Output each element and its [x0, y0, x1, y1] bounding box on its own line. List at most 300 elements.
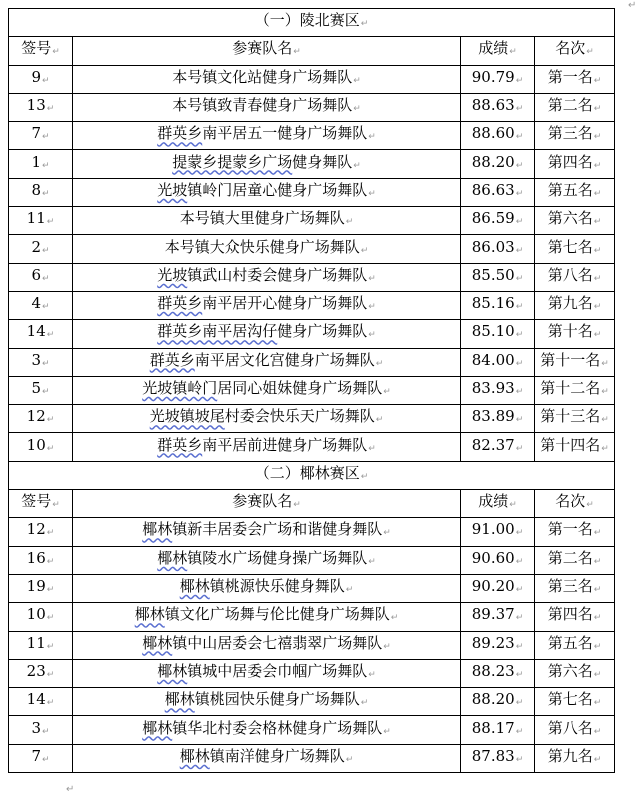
team-name-underlined: 椰林 [164, 690, 195, 709]
team-name: 镇岭门居童心健身广场舞队 [187, 180, 368, 199]
cell-number [9, 405, 73, 433]
paragraph-mark-icon: ↵ [515, 245, 524, 256]
table-row [9, 433, 615, 461]
paragraph-mark-icon: ↵ [593, 585, 602, 596]
score-value: 91.00 [471, 520, 515, 539]
score-value: 87.83 [471, 746, 515, 765]
cell-rank [535, 235, 615, 263]
team-name: 镇桃园快乐健身广场舞队 [194, 690, 360, 709]
cell-rank [535, 518, 615, 546]
paragraph-mark-icon: ↵ [293, 500, 301, 511]
paragraph-mark-icon: ↵ [515, 669, 524, 680]
header-rank-label: 名次 [555, 492, 586, 511]
score-value: 83.89 [471, 407, 515, 426]
score-value: 88.20 [471, 690, 515, 709]
header-team [73, 490, 461, 518]
header-num [9, 490, 73, 518]
cell-rank [535, 348, 615, 376]
score-value: 82.37 [471, 435, 515, 454]
paragraph-mark-icon: ↵ [515, 387, 524, 397]
paragraph-mark-icon: ↵ [42, 387, 50, 397]
draw-number: 10 [26, 435, 46, 454]
cell-rank [535, 207, 615, 235]
cell-number [9, 716, 73, 744]
team-name: 本号镇文化站健身广场舞队 [172, 67, 353, 86]
team-name: 南平居文化宫健身广场舞队 [194, 350, 375, 369]
paragraph-mark-icon: ↵ [593, 641, 602, 652]
team-name-underlined: 光坡镇岭门 [142, 379, 218, 397]
section-title-row [9, 461, 615, 489]
draw-number: 9 [31, 67, 41, 86]
paragraph-mark-icon: ↵ [46, 528, 55, 539]
team-name: 本号镇大众快乐健身广场舞队 [164, 237, 360, 256]
cell-rank [535, 405, 615, 433]
cell-score [461, 122, 535, 150]
team-name-underlined: 椰林 [179, 577, 210, 596]
cell-number [9, 603, 73, 631]
paragraph-mark-icon: ↵ [515, 104, 524, 115]
team-name: 村委会快乐天广场舞队 [224, 407, 375, 426]
paragraph-mark-icon: ↵ [42, 273, 50, 284]
team-name-underlined: 群英乡 [157, 435, 203, 454]
paragraph-mark-icon: ↵ [593, 556, 602, 567]
section-title [9, 9, 615, 37]
team-name: 健身舞队 [292, 152, 353, 171]
paragraph-mark-icon: ↵ [593, 698, 602, 709]
paragraph-mark-icon: ↵ [628, 0, 636, 11]
paragraph-mark-icon: ↵ [46, 613, 55, 624]
score-value: 90.20 [471, 577, 515, 596]
team-name: 镇陵水广场健身操广场舞队 [187, 548, 368, 567]
header-score-label: 成绩 [478, 492, 509, 511]
cell-score [461, 376, 535, 404]
team-name-underlined: 群英乡 [157, 294, 203, 313]
cell-number [9, 433, 73, 461]
paragraph-mark-icon: ↵ [601, 387, 609, 397]
team-name: 镇华北村委会格林健身广场舞队 [172, 718, 383, 737]
cell-number [9, 291, 73, 319]
cell-score [461, 178, 535, 206]
header-rank [535, 37, 615, 65]
paragraph-mark-icon: ↵ [368, 132, 376, 143]
paragraph-mark-icon: ↵ [593, 613, 602, 624]
table-row [9, 263, 615, 291]
paragraph-mark-icon: ↵ [593, 330, 602, 341]
paragraph-mark-icon: ↵ [360, 19, 369, 30]
cell-score [461, 235, 535, 263]
cell-team-name [73, 433, 461, 461]
cell-score [461, 603, 535, 631]
paragraph-mark-icon: ↵ [345, 217, 354, 228]
paragraph-mark-icon: ↵ [42, 75, 50, 86]
cell-number [9, 93, 73, 121]
rank-value: 第一名 [547, 67, 593, 86]
paragraph-mark-icon: ↵ [46, 217, 55, 228]
paragraph-mark-icon: ↵ [593, 160, 602, 171]
cell-rank [535, 178, 615, 206]
cell-score [461, 263, 535, 291]
paragraph-mark-icon: ↵ [593, 273, 602, 284]
cell-rank [535, 688, 615, 716]
paragraph-mark-icon: ↵ [368, 669, 376, 680]
table-row [9, 546, 615, 574]
paragraph-mark-icon: ↵ [360, 245, 369, 256]
paragraph-mark-icon: ↵ [586, 47, 594, 58]
score-value: 86.03 [471, 237, 515, 256]
rank-value: 第九名 [547, 294, 593, 313]
paragraph-mark-icon: ↵ [515, 330, 524, 341]
paragraph-mark-icon: ↵ [42, 754, 50, 765]
paragraph-mark-icon: ↵ [515, 754, 524, 765]
paragraph-mark-icon: ↵ [586, 500, 594, 511]
score-value: 88.60 [471, 124, 515, 143]
cell-score [461, 207, 535, 235]
cell-rank [535, 122, 615, 150]
table-header-row [9, 37, 615, 65]
team-name: 镇桃源快乐健身舞队 [209, 577, 345, 596]
cell-number [9, 688, 73, 716]
table-row [9, 744, 615, 772]
paragraph-mark-icon: ↵ [515, 273, 524, 284]
cell-team-name [73, 235, 461, 263]
cell-rank [535, 603, 615, 631]
paragraph-mark-icon: ↵ [360, 471, 369, 482]
cell-score [461, 93, 535, 121]
team-name-underlined: 群英乡 [157, 124, 203, 143]
draw-number: 3 [31, 350, 41, 369]
paragraph-mark-icon: ↵ [42, 302, 50, 313]
draw-number: 14 [26, 322, 46, 341]
paragraph-mark-icon: ↵ [515, 75, 524, 86]
header-score [461, 37, 535, 65]
paragraph-mark-icon: ↵ [368, 556, 376, 567]
cell-score [461, 744, 535, 772]
cell-rank [535, 744, 615, 772]
cell-team-name [73, 93, 461, 121]
paragraph-mark-icon: ↵ [515, 188, 524, 199]
paragraph-mark-icon: ↵ [345, 585, 354, 596]
cell-score [461, 405, 535, 433]
rank-value: 第八名 [547, 265, 593, 284]
team-name: 镇中山居委会七禧翡翠广场舞队 [172, 633, 383, 652]
section-title-text: （二）椰林赛区 [254, 463, 360, 482]
paragraph-mark-icon: ↵ [601, 443, 609, 454]
cell-number [9, 263, 73, 291]
cell-number [9, 376, 73, 404]
paragraph-mark-icon: ↵ [383, 641, 391, 652]
draw-number: 16 [26, 548, 46, 567]
paragraph-mark-icon: ↵ [509, 500, 517, 511]
cell-number [9, 65, 73, 93]
rank-value: 第二名 [547, 96, 593, 115]
team-name: 南平居五一健身广场舞队 [202, 124, 368, 143]
paragraph-mark-icon: ↵ [383, 528, 391, 539]
paragraph-mark-icon: ↵ [515, 556, 524, 567]
paragraph-mark-icon: ↵ [593, 188, 602, 199]
table-row [9, 659, 615, 687]
paragraph-mark-icon: ↵ [42, 358, 50, 369]
cell-number [9, 631, 73, 659]
paragraph-mark-icon: ↵ [46, 641, 55, 652]
paragraph-mark-icon: ↵ [383, 726, 391, 737]
header-num-label: 签号 [21, 492, 52, 511]
score-value: 85.50 [471, 265, 515, 284]
draw-number: 6 [31, 265, 41, 284]
cell-team-name [73, 376, 461, 404]
cell-number [9, 178, 73, 206]
section-title [9, 461, 615, 489]
table-row [9, 716, 615, 744]
paragraph-mark-icon: ↵ [293, 47, 301, 58]
cell-score [461, 291, 535, 319]
paragraph-mark-icon: ↵ [345, 754, 354, 765]
table-row [9, 291, 615, 319]
table-row [9, 65, 615, 93]
rank-value: 第八名 [547, 718, 593, 737]
draw-number: 8 [31, 180, 41, 199]
score-value: 85.16 [471, 294, 515, 313]
paragraph-mark-icon: ↵ [42, 160, 50, 171]
paragraph-mark-icon: ↵ [515, 726, 524, 737]
score-value: 88.17 [471, 718, 515, 737]
rank-value: 第十二名 [540, 379, 601, 397]
team-name-underlined: 群英乡南平居沟仔 [157, 322, 278, 341]
cell-team-name [73, 744, 461, 772]
cell-team-name [73, 65, 461, 93]
paragraph-mark-icon: ↵ [353, 75, 361, 86]
paragraph-mark-icon: ↵ [368, 330, 376, 341]
paragraph-mark-icon: ↵ [360, 698, 369, 709]
team-name: 镇新丰居委会广场和谐健身舞队 [172, 520, 383, 539]
cell-score [461, 150, 535, 178]
paragraph-mark-icon: ↵ [515, 613, 524, 624]
paragraph-mark-icon: ↵ [515, 698, 524, 709]
paragraph-mark-icon: ↵ [593, 104, 602, 115]
paragraph-mark-icon: ↵ [46, 415, 55, 426]
table-row [9, 320, 615, 348]
paragraph-mark-icon: ↵ [368, 188, 376, 199]
team-name: 南平居开心健身广场舞队 [202, 294, 368, 313]
cell-score [461, 546, 535, 574]
paragraph-mark-icon: ↵ [46, 443, 55, 454]
rank-value: 第九名 [547, 746, 593, 765]
team-name-underlined: 光坡 [157, 265, 188, 284]
table-row [9, 207, 615, 235]
cell-team-name [73, 178, 461, 206]
rank-value: 第十四名 [540, 435, 601, 454]
cell-score [461, 518, 535, 546]
table-row [9, 631, 615, 659]
cell-rank [535, 631, 615, 659]
cell-score [461, 320, 535, 348]
paragraph-mark-icon: ↵ [46, 698, 55, 709]
table-row [9, 150, 615, 178]
rank-value: 第十名 [547, 322, 593, 341]
paragraph-mark-icon: ↵ [46, 330, 55, 341]
draw-number: 4 [31, 294, 41, 313]
score-value: 88.20 [471, 152, 515, 171]
paragraph-mark-icon: ↵ [42, 726, 50, 737]
cell-number [9, 122, 73, 150]
paragraph-mark-icon: ↵ [593, 669, 602, 680]
table-row [9, 376, 615, 404]
cell-score [461, 716, 535, 744]
draw-number: 7 [31, 746, 41, 765]
paragraph-mark-icon: ↵ [593, 217, 602, 228]
cell-rank [535, 376, 615, 404]
cell-rank [535, 716, 615, 744]
table-row [9, 518, 615, 546]
team-name-underlined: 椰林 [157, 548, 188, 567]
draw-number: 11 [26, 209, 46, 228]
team-name-underlined: 椰林 [134, 605, 165, 624]
cell-team-name [73, 659, 461, 687]
cell-team-name [73, 122, 461, 150]
paragraph-mark-icon: ↵ [593, 245, 602, 256]
paragraph-mark-icon: ↵ [375, 358, 384, 369]
cell-team-name [73, 291, 461, 319]
rank-value: 第六名 [547, 209, 593, 228]
cell-team-name [73, 150, 461, 178]
draw-number: 13 [26, 96, 46, 115]
score-value: 84.00 [471, 350, 515, 369]
team-name: 镇南洋健身广场舞队 [209, 746, 345, 765]
cell-score [461, 631, 535, 659]
cell-team-name [73, 263, 461, 291]
paragraph-mark-icon: ↵ [52, 47, 60, 58]
team-name: 镇城中居委会巾帼广场舞队 [187, 661, 368, 680]
header-team-label: 参赛队名 [232, 39, 293, 58]
draw-number: 12 [26, 520, 46, 539]
score-value: 88.23 [471, 661, 515, 680]
paragraph-mark-icon: ↵ [368, 443, 376, 454]
team-name: 健身广场舞队 [277, 322, 368, 341]
results-table [8, 8, 615, 773]
table-row [9, 235, 615, 263]
paragraph-mark-icon: ↵ [368, 273, 376, 284]
cell-rank [535, 291, 615, 319]
team-name-underlined: 椰林 [179, 746, 210, 765]
team-name-underlined: 提蒙乡提蒙乡广场 [172, 152, 293, 171]
cell-rank [535, 93, 615, 121]
section-title-row [9, 9, 615, 37]
cell-score [461, 433, 535, 461]
header-team-label: 参赛队名 [232, 492, 293, 511]
paragraph-mark-icon: ↵ [593, 726, 602, 737]
rank-value: 第三名 [547, 124, 593, 143]
paragraph-mark-icon: ↵ [601, 358, 609, 369]
rank-value: 第六名 [547, 661, 593, 680]
cell-rank [535, 433, 615, 461]
cell-team-name [73, 688, 461, 716]
cell-number [9, 518, 73, 546]
draw-number: 19 [26, 577, 46, 596]
cell-rank [535, 150, 615, 178]
draw-number: 5 [31, 379, 41, 397]
draw-number: 2 [31, 237, 41, 256]
cell-number [9, 320, 73, 348]
paragraph-mark-icon: ↵ [601, 415, 609, 426]
paragraph-mark-icon: ↵ [515, 528, 524, 539]
cell-rank [535, 65, 615, 93]
cell-team-name [73, 631, 461, 659]
rank-value: 第四名 [547, 152, 593, 171]
team-name-underlined: 椰林 [142, 520, 173, 539]
paragraph-mark-icon: ↵ [375, 415, 384, 426]
cell-number [9, 744, 73, 772]
score-value: 89.23 [471, 633, 515, 652]
header-num [9, 37, 73, 65]
team-name-underlined: 椰林 [157, 661, 188, 680]
cell-score [461, 688, 535, 716]
paragraph-mark-icon: ↵ [515, 217, 524, 228]
score-value: 89.37 [471, 605, 515, 624]
team-name: 镇武山村委会健身广场舞队 [187, 265, 368, 284]
rank-value: 第五名 [547, 180, 593, 199]
paragraph-mark-icon: ↵ [593, 754, 602, 765]
draw-number: 7 [31, 124, 41, 143]
cell-score [461, 659, 535, 687]
score-value: 86.63 [471, 180, 515, 199]
score-value: 86.59 [471, 209, 515, 228]
cell-number [9, 235, 73, 263]
rank-value: 第二名 [547, 548, 593, 567]
header-score-label: 成绩 [478, 39, 509, 58]
paragraph-mark-icon: ↵ [515, 358, 524, 369]
draw-number: 14 [26, 690, 46, 709]
table-row [9, 574, 615, 602]
team-name-underlined: 光坡镇坡尾 [149, 407, 225, 426]
draw-number: 23 [26, 661, 46, 680]
cell-number [9, 546, 73, 574]
score-value: 90.60 [471, 548, 515, 567]
paragraph-mark-icon: ↵ [383, 387, 391, 397]
paragraph-mark-icon: ↵ [42, 132, 50, 143]
draw-number: 12 [26, 407, 46, 426]
paragraph-mark-icon: ↵ [509, 47, 517, 58]
paragraph-mark-icon: ↵ [515, 585, 524, 596]
rank-value: 第五名 [547, 633, 593, 652]
cell-team-name [73, 518, 461, 546]
cell-rank [535, 546, 615, 574]
rank-value: 第七名 [547, 690, 593, 709]
paragraph-mark-icon: ↵ [46, 669, 55, 680]
cell-score [461, 348, 535, 376]
paragraph-mark-icon: ↵ [515, 443, 524, 454]
paragraph-mark-icon: ↵ [515, 302, 524, 313]
cell-number [9, 574, 73, 602]
table-row [9, 688, 615, 716]
team-name-underlined: 椰林 [142, 633, 173, 652]
rank-value: 第七名 [547, 237, 593, 256]
cell-team-name [73, 716, 461, 744]
rank-value: 第四名 [547, 605, 593, 624]
table-row [9, 603, 615, 631]
rank-value: 第一名 [547, 520, 593, 539]
cell-team-name [73, 574, 461, 602]
cell-number [9, 348, 73, 376]
rank-value: 第三名 [547, 577, 593, 596]
table-header-row [9, 490, 615, 518]
cell-score [461, 65, 535, 93]
paragraph-mark-icon: ↵ [353, 104, 361, 115]
header-num-label: 签号 [21, 39, 52, 58]
score-value: 88.63 [471, 96, 515, 115]
paragraph-mark-icon: ↵ [66, 784, 75, 795]
cell-team-name [73, 348, 461, 376]
paragraph-mark-icon: ↵ [42, 188, 50, 199]
team-name-underlined: 群英乡 [149, 350, 195, 369]
